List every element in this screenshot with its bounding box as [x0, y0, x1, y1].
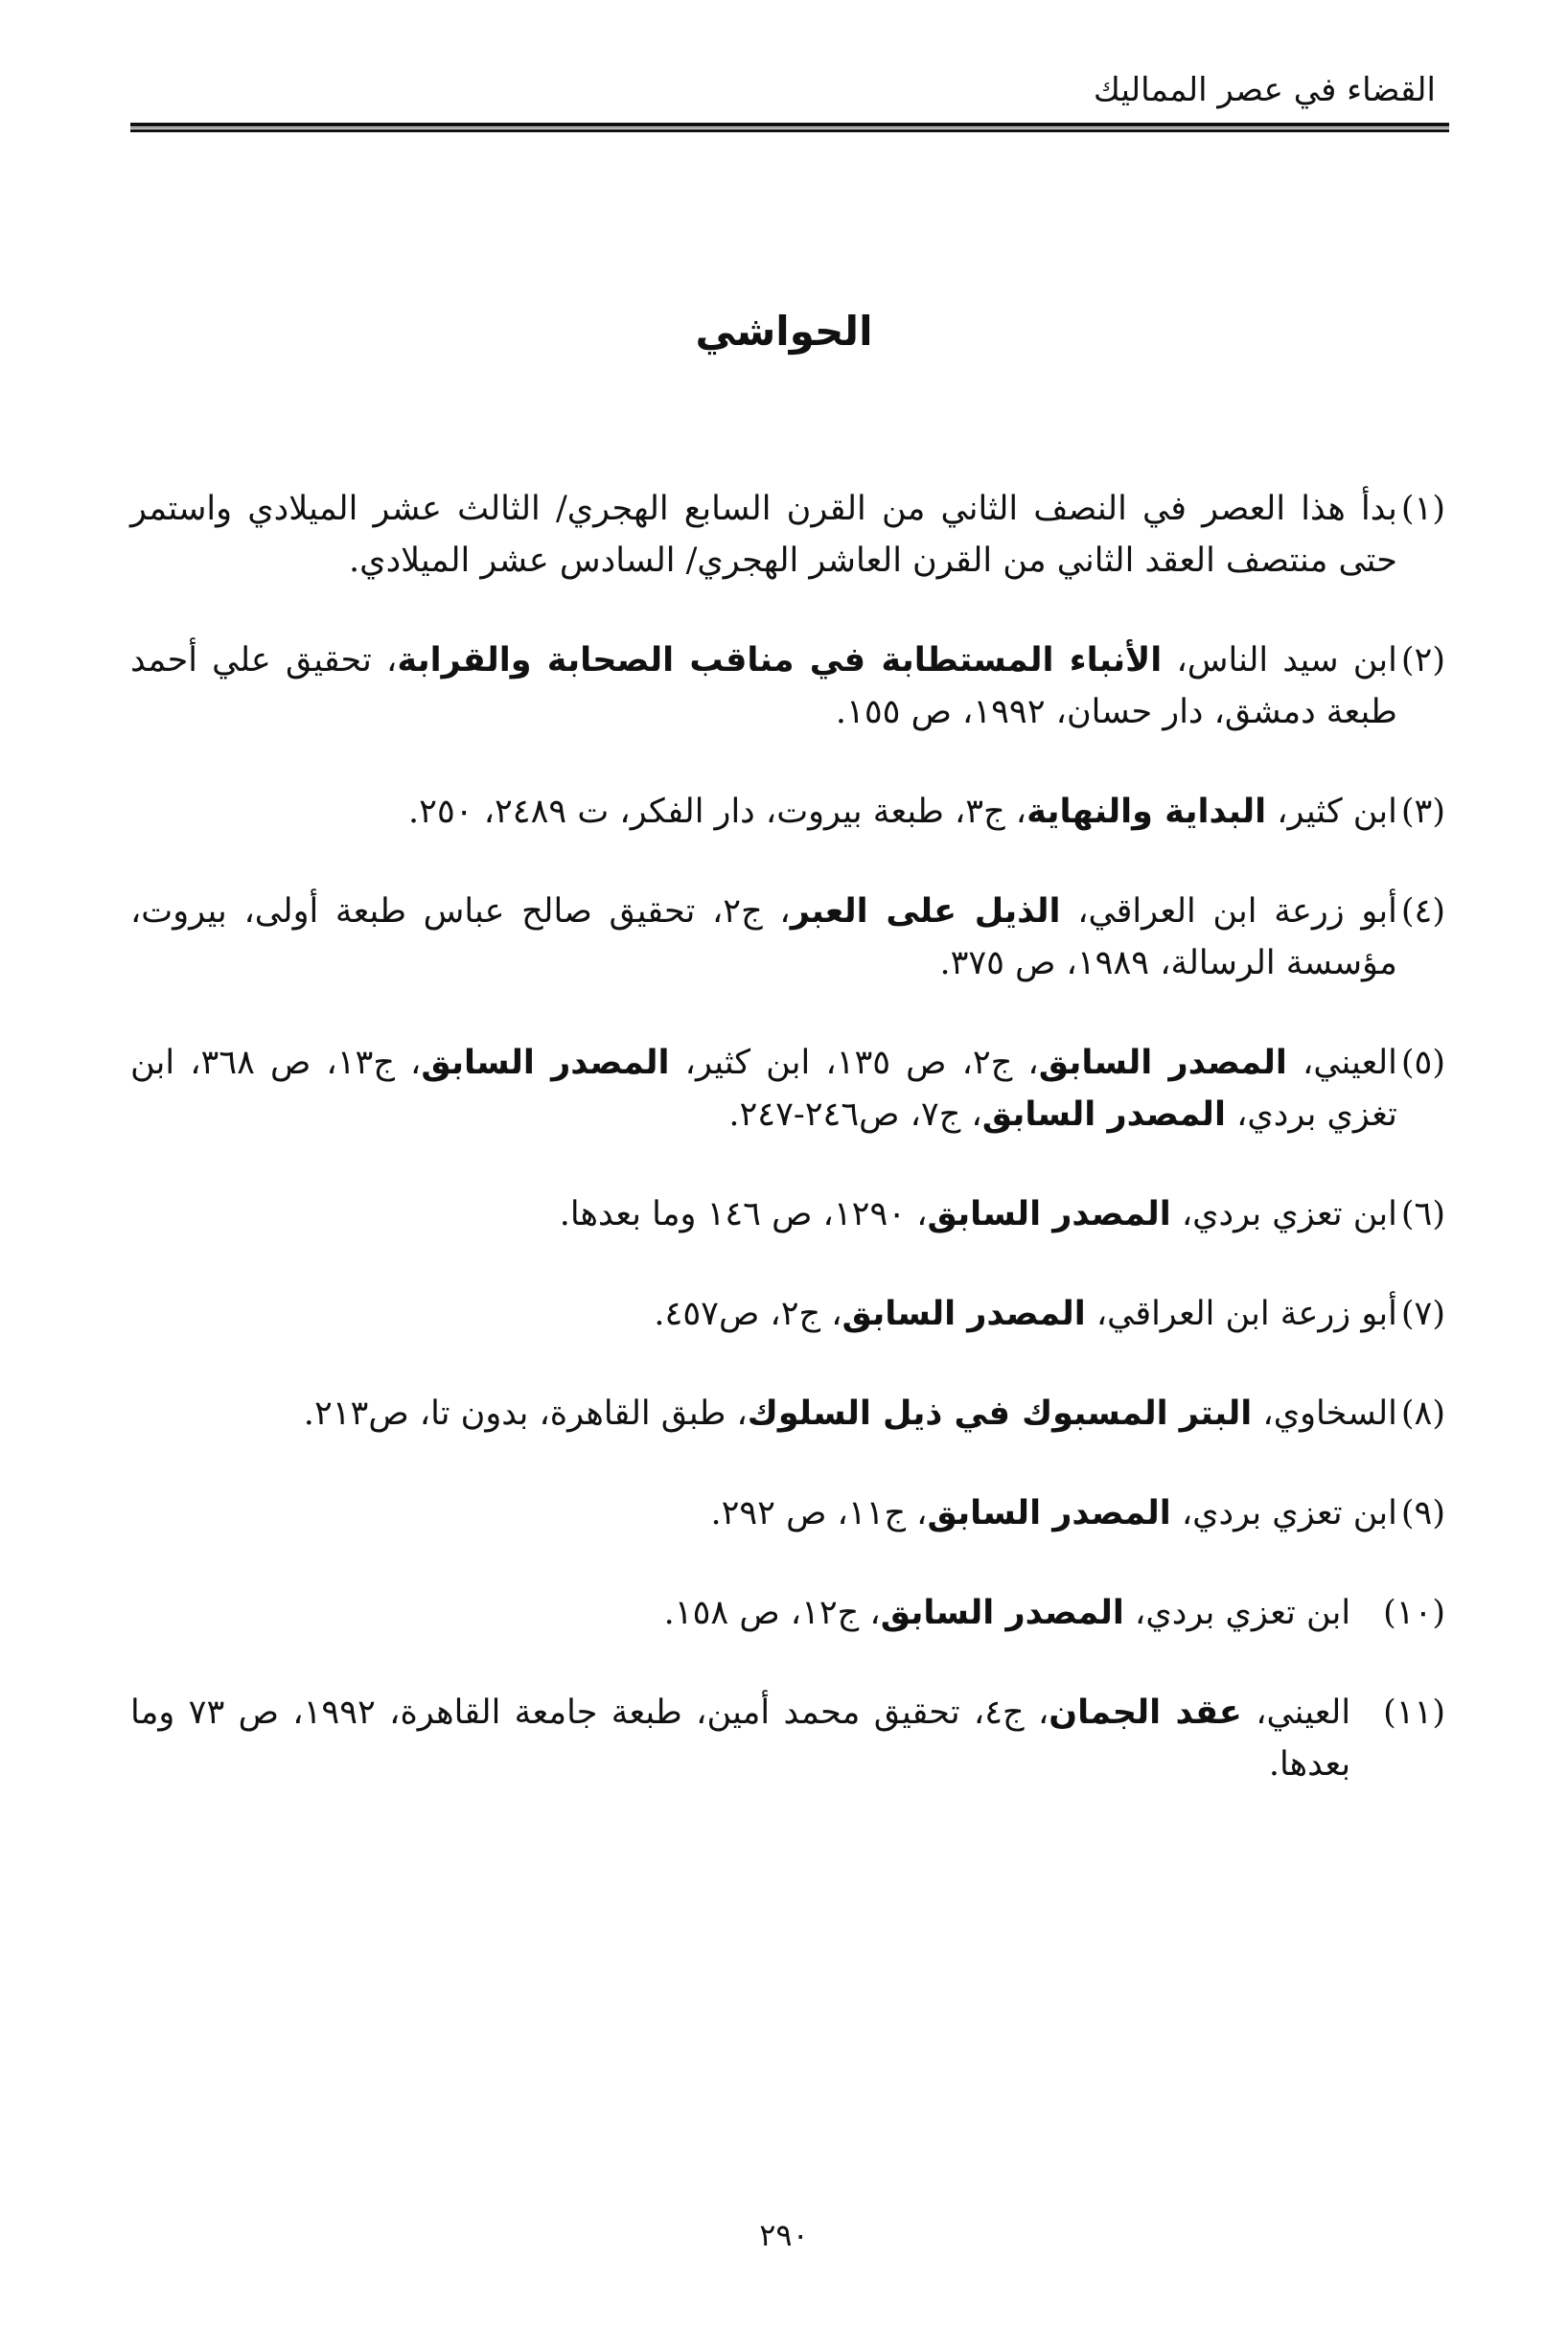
page-number: ٢٩٠	[759, 2217, 809, 2253]
footnote-number: (١)	[1400, 490, 1445, 528]
footnote-text-run: العيني،	[1286, 1044, 1397, 1082]
footnote-number: (٣)	[1400, 793, 1445, 831]
footnote-source-title: المصدر السابق	[421, 1044, 670, 1082]
footnote-item	[130, 1288, 1445, 1340]
footnote-text-run: ابن سيد الناس،	[1162, 641, 1397, 680]
footnote-text	[130, 1288, 1397, 1340]
footnote-text	[130, 1037, 1397, 1140]
section-title: الحواشي	[695, 308, 873, 356]
footnote-text-run: ، تحقيق علي أحمد طبعة دمشق، دار حسان، ١٩٩٢، ص ١٥٥.	[130, 641, 1397, 731]
footnote-item	[130, 886, 1445, 989]
footnote-item	[130, 634, 1445, 738]
footnote-item	[130, 1587, 1445, 1639]
footnote-text-run: ، ١٢٩٠، ص ١٤٦ وما بعدها.	[559, 1195, 928, 1233]
footnote-text-run: ، ج٢، ص٤٥٧.	[654, 1295, 842, 1333]
footnote-number: (٩)	[1400, 1494, 1445, 1532]
footnote-text	[130, 1388, 1397, 1440]
footnote-text-run: أبو زرعة ابن العراقي،	[1085, 1295, 1397, 1333]
footnote-text-run: ابن تعزي بردي،	[1170, 1195, 1397, 1233]
footnote-number: (٥)	[1400, 1044, 1445, 1082]
footnote-text-run: ابن تعزي بردي،	[1123, 1594, 1351, 1632]
footnote-text-run: أبو زرعة ابن العراقي،	[1060, 892, 1397, 931]
footnote-item	[130, 1687, 1445, 1790]
footnote-source-title: الذيل على العبر	[790, 892, 1061, 931]
footnote-text	[130, 786, 1397, 838]
footnote-source-title: المصدر السابق	[981, 1095, 1226, 1134]
footnote-item	[130, 483, 1445, 587]
footnote-source-title: البتر المسبوك في ذيل السلوك	[747, 1394, 1253, 1433]
footnote-text-run: ابن كثير،	[1266, 793, 1397, 831]
footnote-text	[130, 1587, 1350, 1639]
footnote-text-run: ، ج١٢، ص ١٥٨.	[663, 1594, 881, 1632]
footnote-source-title: المصدر السابق	[880, 1594, 1124, 1632]
footnote-number: (١١)	[1383, 1693, 1445, 1732]
footnote-text	[130, 634, 1397, 738]
footnote-item	[130, 1037, 1445, 1140]
footnote-source-title: المصدر السابق	[842, 1295, 1086, 1333]
footnote-text	[130, 886, 1397, 989]
footnote-source-title: الأنباء المستطابة في مناقب الصحابة والقرابة	[397, 641, 1163, 680]
footnote-number: (٤)	[1400, 892, 1445, 931]
footnote-text-run: ، ج٢، تحقيق صالح عباس طبعة أولى، بيروت، مؤسسة الرسالة، ١٩٨٩، ص ٣٧٥.	[130, 892, 1397, 982]
footnote-item	[130, 1388, 1445, 1440]
footnote-text	[130, 1687, 1350, 1790]
footnote-text-run: ، ج٧، ص٢٤٦-٢٤٧.	[728, 1095, 982, 1134]
footnote-text-run: ابن تعزي بردي،	[1170, 1494, 1397, 1532]
footnote-text-run: بدأ هذا العصر في النصف الثاني من القرن السابع الهجري/ الثالث عشر الميلادي واستمر حتى منتصف العقد الثاني من القرن العاشر الهجري/ السادس عشر الميلادي.	[130, 490, 1397, 580]
footnote-item	[130, 1487, 1445, 1539]
footnote-source-title: عقد الجمان	[1049, 1693, 1242, 1732]
footnote-source-title: المصدر السابق	[927, 1195, 1171, 1233]
footnote-item	[130, 786, 1445, 838]
footnote-number: (٨)	[1400, 1394, 1445, 1433]
footnote-number: (١٠)	[1383, 1594, 1445, 1632]
footnote-source-title: المصدر السابق	[927, 1494, 1171, 1532]
footnote-text-run: العيني،	[1241, 1693, 1351, 1732]
footnote-number: (٦)	[1400, 1195, 1445, 1233]
footnote-text	[130, 483, 1397, 587]
footnote-text-run: ، طبق القاهرة، بدون تا، ص٢١٣.	[303, 1394, 748, 1433]
footnote-source-title: البداية والنهاية	[1026, 793, 1267, 831]
footnote-source-title: المصدر السابق	[1038, 1044, 1287, 1082]
footnote-text	[130, 1487, 1397, 1539]
footnote-text	[130, 1188, 1397, 1240]
header-double-rule	[130, 123, 1449, 132]
footnote-text-run: ، ج٢، ص ١٣٥، ابن كثير،	[669, 1044, 1039, 1082]
footnote-number: (٧)	[1400, 1295, 1445, 1333]
running-header-title: القضاء في عصر المماليك	[1093, 71, 1436, 109]
footnote-text-run: ، ج١١، ص ٢٩٢.	[710, 1494, 928, 1532]
footnote-text-run: السخاوي،	[1252, 1394, 1397, 1433]
footnote-number: (٢)	[1400, 641, 1445, 680]
footnotes-list	[130, 483, 1445, 1838]
footnote-text-run: ، ج٤، تحقيق محمد أمين، طبعة جامعة القاهرة، ١٩٩٢، ص ٧٣ وما بعدها.	[130, 1693, 1351, 1784]
footnote-item	[130, 1188, 1445, 1240]
footnote-text-run: ، ج١٣، ص ٣٦٨، ابن تغزي بردي،	[130, 1044, 1397, 1134]
footnote-text-run: ، ج٣، طبعة بيروت، دار الفكر، ت ٢٤٨٩، ٢٥٠.	[408, 793, 1027, 831]
